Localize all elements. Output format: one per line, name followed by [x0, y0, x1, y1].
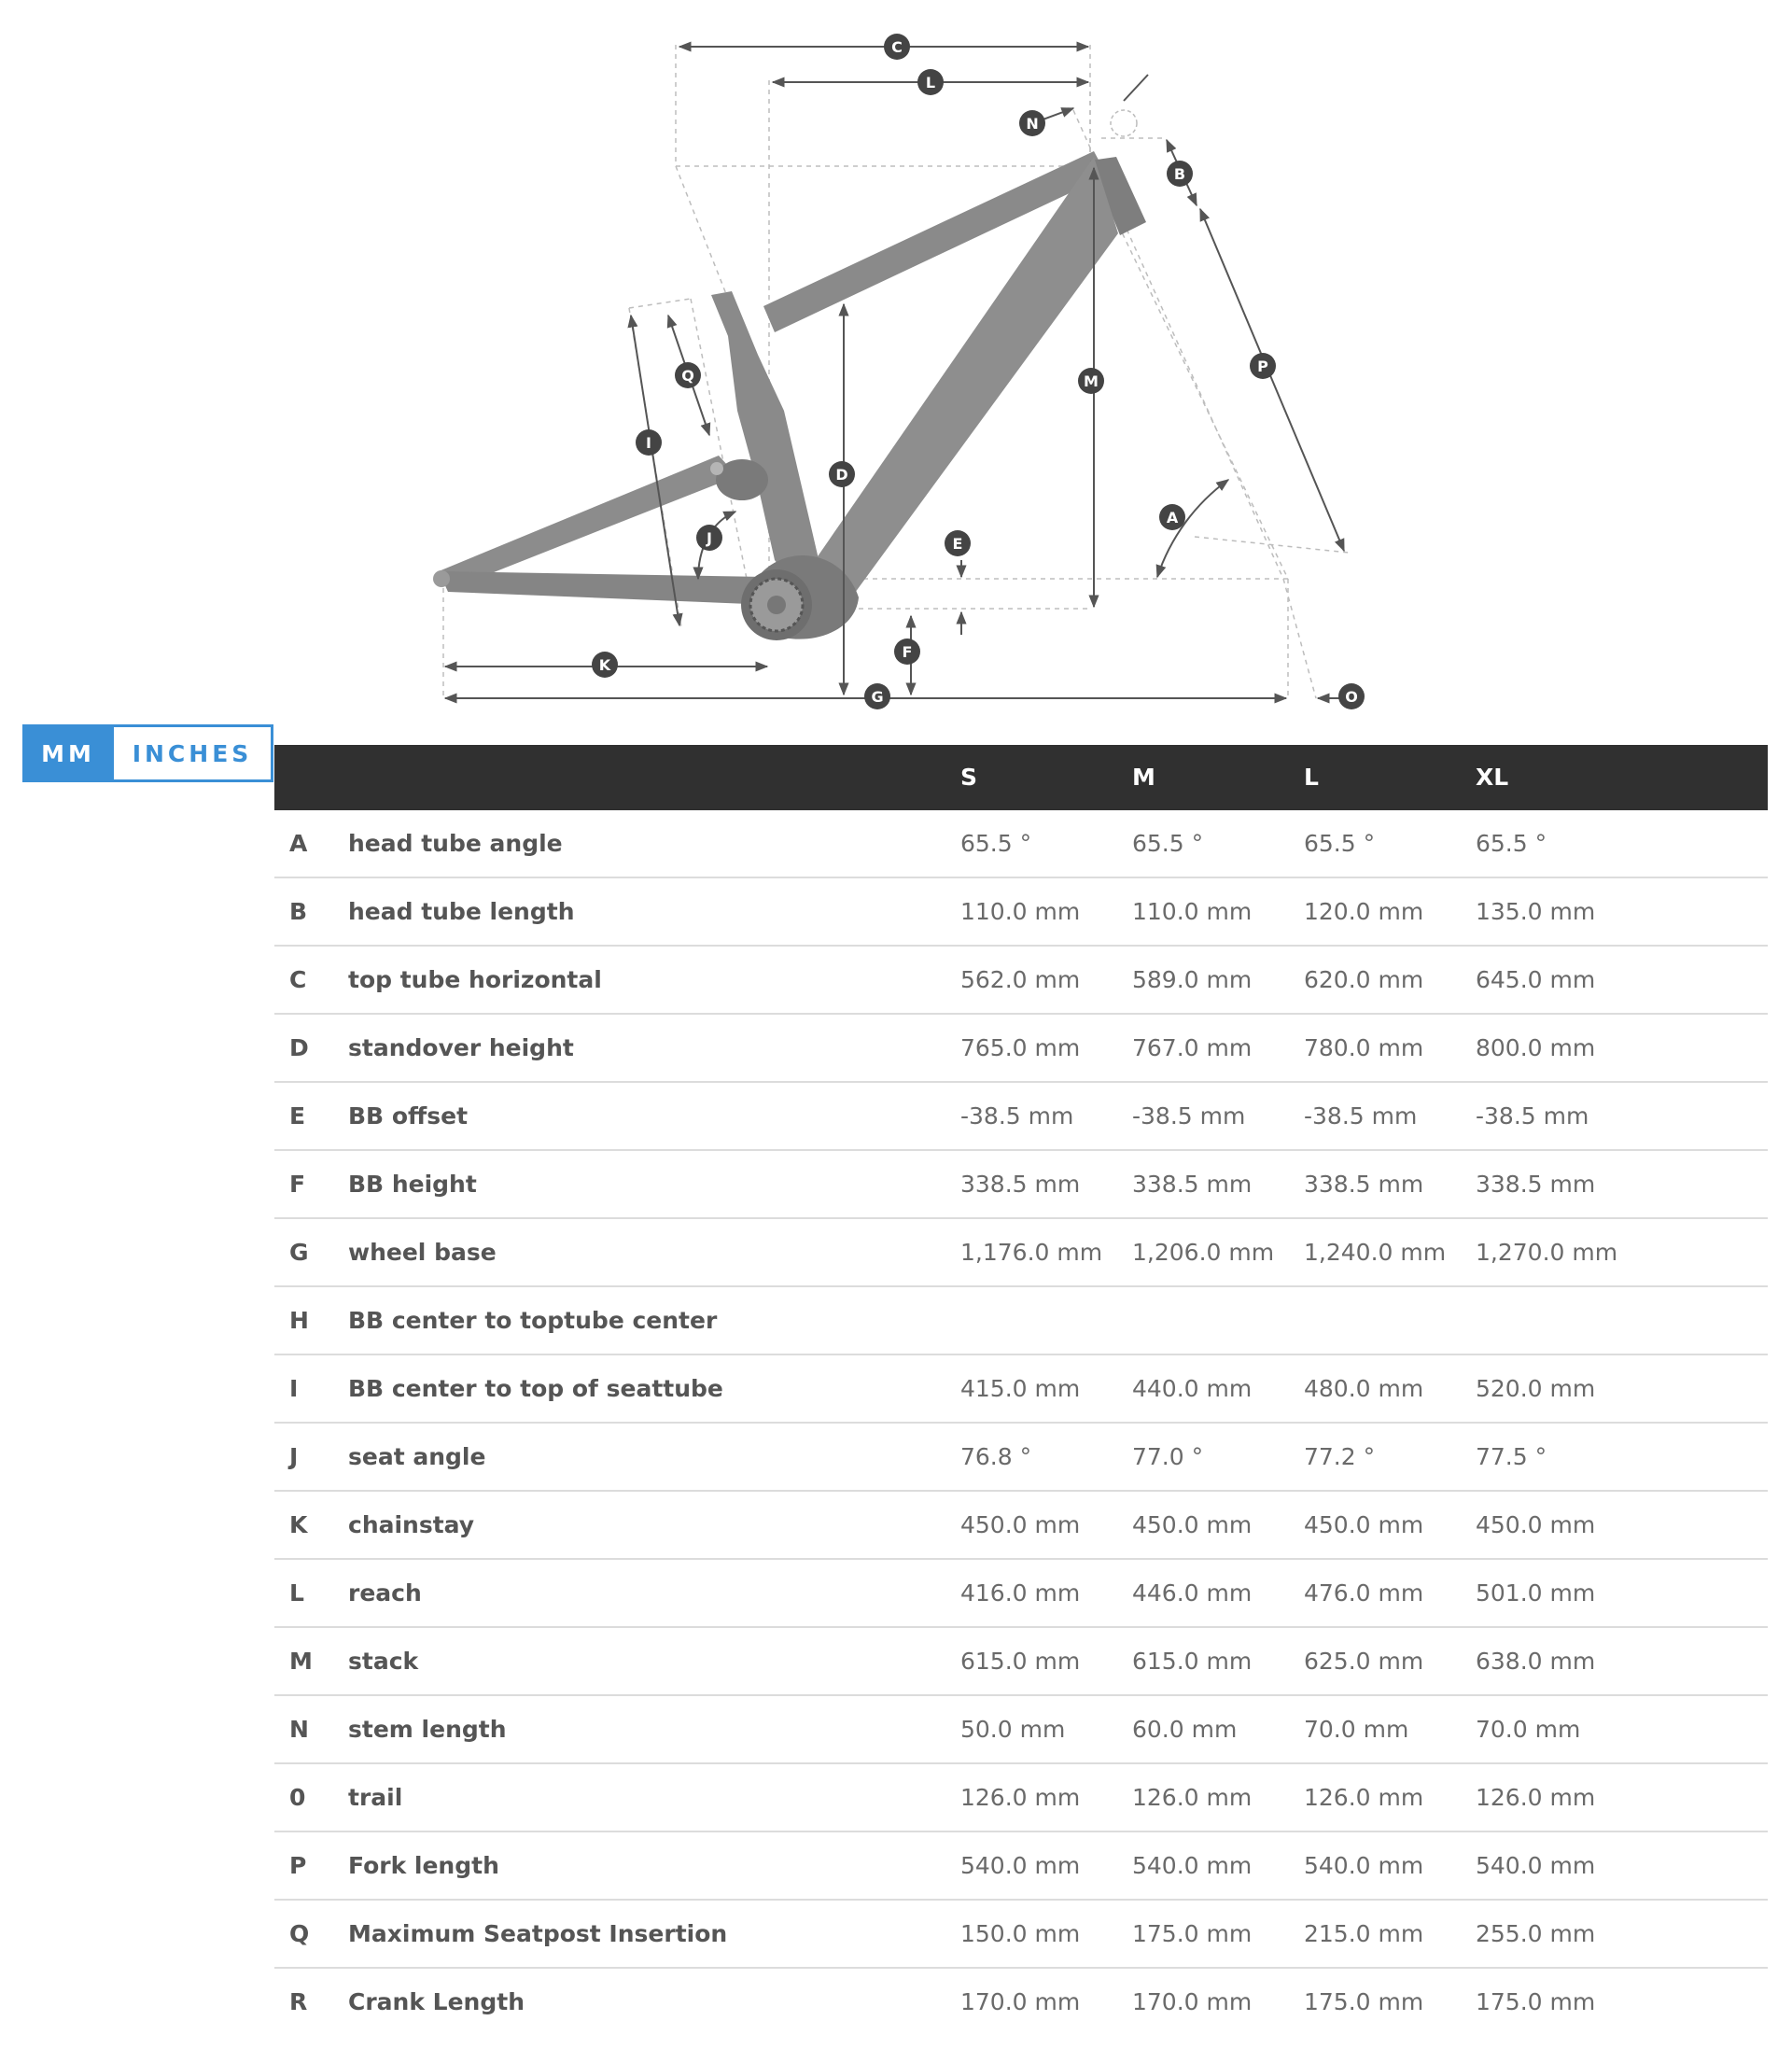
label-l — [917, 69, 944, 95]
row-value-m: 767.0 mm — [1132, 1034, 1253, 1061]
table-row — [274, 1560, 1768, 1628]
row-value-s: 416.0 mm — [960, 1579, 1081, 1607]
geometry-diagram — [0, 0, 1792, 728]
row-value-s: 50.0 mm — [960, 1716, 1066, 1743]
row-value-m: 1,206.0 mm — [1132, 1239, 1275, 1266]
row-letter: N — [289, 1716, 309, 1743]
row-measurement-name: head tube length — [348, 898, 575, 925]
row-letter: K — [289, 1511, 308, 1538]
row-value-m: 440.0 mm — [1132, 1375, 1253, 1402]
row-value-m: 450.0 mm — [1132, 1511, 1253, 1538]
row-value-xl: 450.0 mm — [1476, 1511, 1596, 1538]
label-o-text: O — [1345, 688, 1358, 706]
row-value-s: -38.5 mm — [960, 1102, 1074, 1130]
row-value-l: 126.0 mm — [1304, 1784, 1424, 1811]
header-size-m: M — [1132, 764, 1155, 791]
label-p — [1250, 353, 1276, 379]
row-value-s: 76.8 ° — [960, 1443, 1032, 1470]
row-value-m: -38.5 mm — [1132, 1102, 1246, 1130]
label-p-text: P — [1257, 358, 1268, 375]
reference-lines — [443, 45, 1349, 698]
row-measurement-name: wheel base — [348, 1239, 497, 1266]
label-n — [1019, 110, 1045, 136]
table-row — [274, 1901, 1768, 1969]
label-d-text: D — [835, 466, 848, 484]
row-measurement-name: Maximum Seatpost Insertion — [348, 1920, 728, 1947]
row-value-xl: 520.0 mm — [1476, 1375, 1596, 1402]
label-l-text: L — [925, 74, 936, 91]
table-row — [274, 878, 1768, 947]
row-letter: G — [289, 1239, 309, 1266]
row-letter: I — [289, 1375, 299, 1402]
label-j-text: J — [707, 529, 712, 547]
row-value-l: 215.0 mm — [1304, 1920, 1424, 1947]
geometry-table — [274, 745, 1768, 2037]
row-value-xl: 540.0 mm — [1476, 1852, 1596, 1879]
row-measurement-name: Crank Length — [348, 1988, 525, 2015]
unit-mm-button[interactable]: MM — [22, 724, 114, 782]
row-value-m: 175.0 mm — [1132, 1920, 1253, 1947]
table-body — [274, 810, 1768, 2037]
label-b-text: B — [1173, 165, 1186, 183]
table-row — [274, 1492, 1768, 1560]
row-measurement-name: stack — [348, 1648, 419, 1675]
table-row — [274, 1083, 1768, 1151]
row-letter: H — [289, 1307, 309, 1334]
table-row — [274, 1696, 1768, 1764]
row-value-l: 338.5 mm — [1304, 1171, 1424, 1198]
label-m — [1078, 368, 1104, 394]
row-letter: 0 — [289, 1784, 306, 1811]
row-measurement-name: BB height — [348, 1171, 477, 1198]
row-letter: C — [289, 966, 307, 993]
row-value-xl: 1,270.0 mm — [1476, 1239, 1618, 1266]
row-value-s: 450.0 mm — [960, 1511, 1081, 1538]
table-row — [274, 1219, 1768, 1287]
label-i-text: I — [646, 434, 651, 452]
row-value-l: 780.0 mm — [1304, 1034, 1424, 1061]
label-d — [829, 461, 855, 487]
row-letter: M — [289, 1648, 313, 1675]
row-measurement-name: BB offset — [348, 1102, 469, 1130]
row-value-l: 65.5 ° — [1304, 830, 1376, 857]
row-letter: R — [289, 1988, 308, 2015]
row-value-s: 170.0 mm — [960, 1988, 1081, 2015]
label-o — [1338, 683, 1365, 709]
bike-frame — [433, 110, 1146, 640]
table-row — [274, 1969, 1768, 2037]
label-q — [675, 362, 701, 388]
row-letter: E — [289, 1102, 306, 1130]
row-value-xl: 338.5 mm — [1476, 1171, 1596, 1198]
table-row — [274, 1424, 1768, 1492]
row-value-s: 415.0 mm — [960, 1375, 1081, 1402]
row-value-s: 562.0 mm — [960, 966, 1081, 993]
unit-inches-button[interactable]: INCHES — [114, 724, 273, 782]
row-value-s: 65.5 ° — [960, 830, 1032, 857]
label-f — [894, 639, 920, 665]
row-value-xl: 135.0 mm — [1476, 898, 1596, 925]
row-value-m: 60.0 mm — [1132, 1716, 1238, 1743]
row-value-xl: 638.0 mm — [1476, 1648, 1596, 1675]
row-value-xl: 77.5 ° — [1476, 1443, 1547, 1470]
row-measurement-name: standover height — [348, 1034, 574, 1061]
row-value-xl: 800.0 mm — [1476, 1034, 1596, 1061]
label-q-text: Q — [681, 367, 694, 385]
row-value-xl: 65.5 ° — [1476, 830, 1547, 857]
row-value-m: 540.0 mm — [1132, 1852, 1253, 1879]
label-b — [1167, 161, 1193, 187]
row-value-l: 540.0 mm — [1304, 1852, 1424, 1879]
row-value-l: 620.0 mm — [1304, 966, 1424, 993]
row-value-s: 765.0 mm — [960, 1034, 1081, 1061]
label-a-text: A — [1166, 509, 1179, 526]
header-size-s: S — [960, 764, 978, 791]
label-n-text: N — [1026, 115, 1039, 133]
row-value-s: 110.0 mm — [960, 898, 1081, 925]
row-letter: D — [289, 1034, 309, 1061]
row-value-l: 480.0 mm — [1304, 1375, 1424, 1402]
header-size-l: L — [1304, 764, 1319, 791]
table-header — [274, 745, 1768, 810]
row-value-s: 1,176.0 mm — [960, 1239, 1103, 1266]
row-value-xl: 501.0 mm — [1476, 1579, 1596, 1607]
row-letter: L — [289, 1579, 304, 1607]
row-value-l: 1,240.0 mm — [1304, 1239, 1447, 1266]
row-letter: Q — [289, 1920, 310, 1947]
row-value-xl: -38.5 mm — [1476, 1102, 1589, 1130]
row-value-s: 338.5 mm — [960, 1171, 1081, 1198]
row-measurement-name: top tube horizontal — [348, 966, 602, 993]
row-measurement-name: Fork length — [348, 1852, 499, 1879]
row-value-m: 589.0 mm — [1132, 966, 1253, 993]
row-value-l: 625.0 mm — [1304, 1648, 1424, 1675]
row-letter: A — [289, 830, 308, 857]
row-value-m: 77.0 ° — [1132, 1443, 1204, 1470]
row-value-l: 450.0 mm — [1304, 1511, 1424, 1538]
row-measurement-name: head tube angle — [348, 830, 563, 857]
row-value-xl: 70.0 mm — [1476, 1716, 1581, 1743]
label-k — [592, 652, 618, 678]
table-row — [274, 1832, 1768, 1901]
label-c — [884, 34, 910, 60]
table-row — [274, 947, 1768, 1015]
row-value-l: 70.0 mm — [1304, 1716, 1409, 1743]
row-value-l: 120.0 mm — [1304, 898, 1424, 925]
row-value-m: 126.0 mm — [1132, 1784, 1253, 1811]
row-value-s: 615.0 mm — [960, 1648, 1081, 1675]
row-value-xl: 175.0 mm — [1476, 1988, 1596, 2015]
row-value-m: 65.5 ° — [1132, 830, 1204, 857]
row-measurement-name: trail — [348, 1784, 403, 1811]
row-value-m: 170.0 mm — [1132, 1988, 1253, 2015]
row-value-l: 476.0 mm — [1304, 1579, 1424, 1607]
row-value-xl: 126.0 mm — [1476, 1784, 1596, 1811]
table-row — [274, 1764, 1768, 1832]
label-j — [696, 525, 722, 551]
label-g — [864, 683, 890, 709]
row-value-m: 615.0 mm — [1132, 1648, 1253, 1675]
row-measurement-name: seat angle — [348, 1443, 486, 1470]
label-i — [636, 429, 662, 456]
row-value-l: 175.0 mm — [1304, 1988, 1424, 2015]
row-value-s: 150.0 mm — [960, 1920, 1081, 1947]
label-a — [1159, 504, 1185, 530]
row-value-s: 126.0 mm — [960, 1784, 1081, 1811]
row-letter: P — [289, 1852, 307, 1879]
row-measurement-name: chainstay — [348, 1511, 475, 1538]
label-e-text: E — [952, 535, 963, 553]
row-value-xl: 645.0 mm — [1476, 966, 1596, 993]
label-g-text: G — [871, 688, 884, 706]
row-value-m: 338.5 mm — [1132, 1171, 1253, 1198]
row-value-m: 110.0 mm — [1132, 898, 1253, 925]
table-row — [274, 1628, 1768, 1696]
table-row — [274, 810, 1768, 878]
table-row — [274, 1355, 1768, 1424]
row-letter: J — [289, 1443, 299, 1470]
unit-toggle — [22, 724, 273, 782]
row-letter: B — [289, 898, 308, 925]
row-value-l: -38.5 mm — [1304, 1102, 1418, 1130]
dimension-lines — [445, 47, 1348, 698]
table-row — [274, 1151, 1768, 1219]
table-row — [274, 1015, 1768, 1083]
label-k-text: K — [598, 656, 611, 674]
row-measurement-name: BB center to top of seattube — [348, 1375, 723, 1402]
table-row — [274, 1287, 1768, 1355]
label-c-text: C — [891, 38, 903, 56]
row-measurement-name: BB center to toptube center — [348, 1307, 718, 1334]
row-value-s: 540.0 mm — [960, 1852, 1081, 1879]
label-m-text: M — [1084, 372, 1099, 390]
label-e — [945, 530, 971, 556]
row-value-xl: 255.0 mm — [1476, 1920, 1596, 1947]
row-letter: F — [289, 1171, 306, 1198]
row-value-m: 446.0 mm — [1132, 1579, 1253, 1607]
header-size-xl: XL — [1476, 764, 1509, 791]
row-measurement-name: stem length — [348, 1716, 507, 1743]
row-value-l: 77.2 ° — [1304, 1443, 1376, 1470]
label-f-text: F — [902, 643, 913, 661]
row-measurement-name: reach — [348, 1579, 422, 1607]
